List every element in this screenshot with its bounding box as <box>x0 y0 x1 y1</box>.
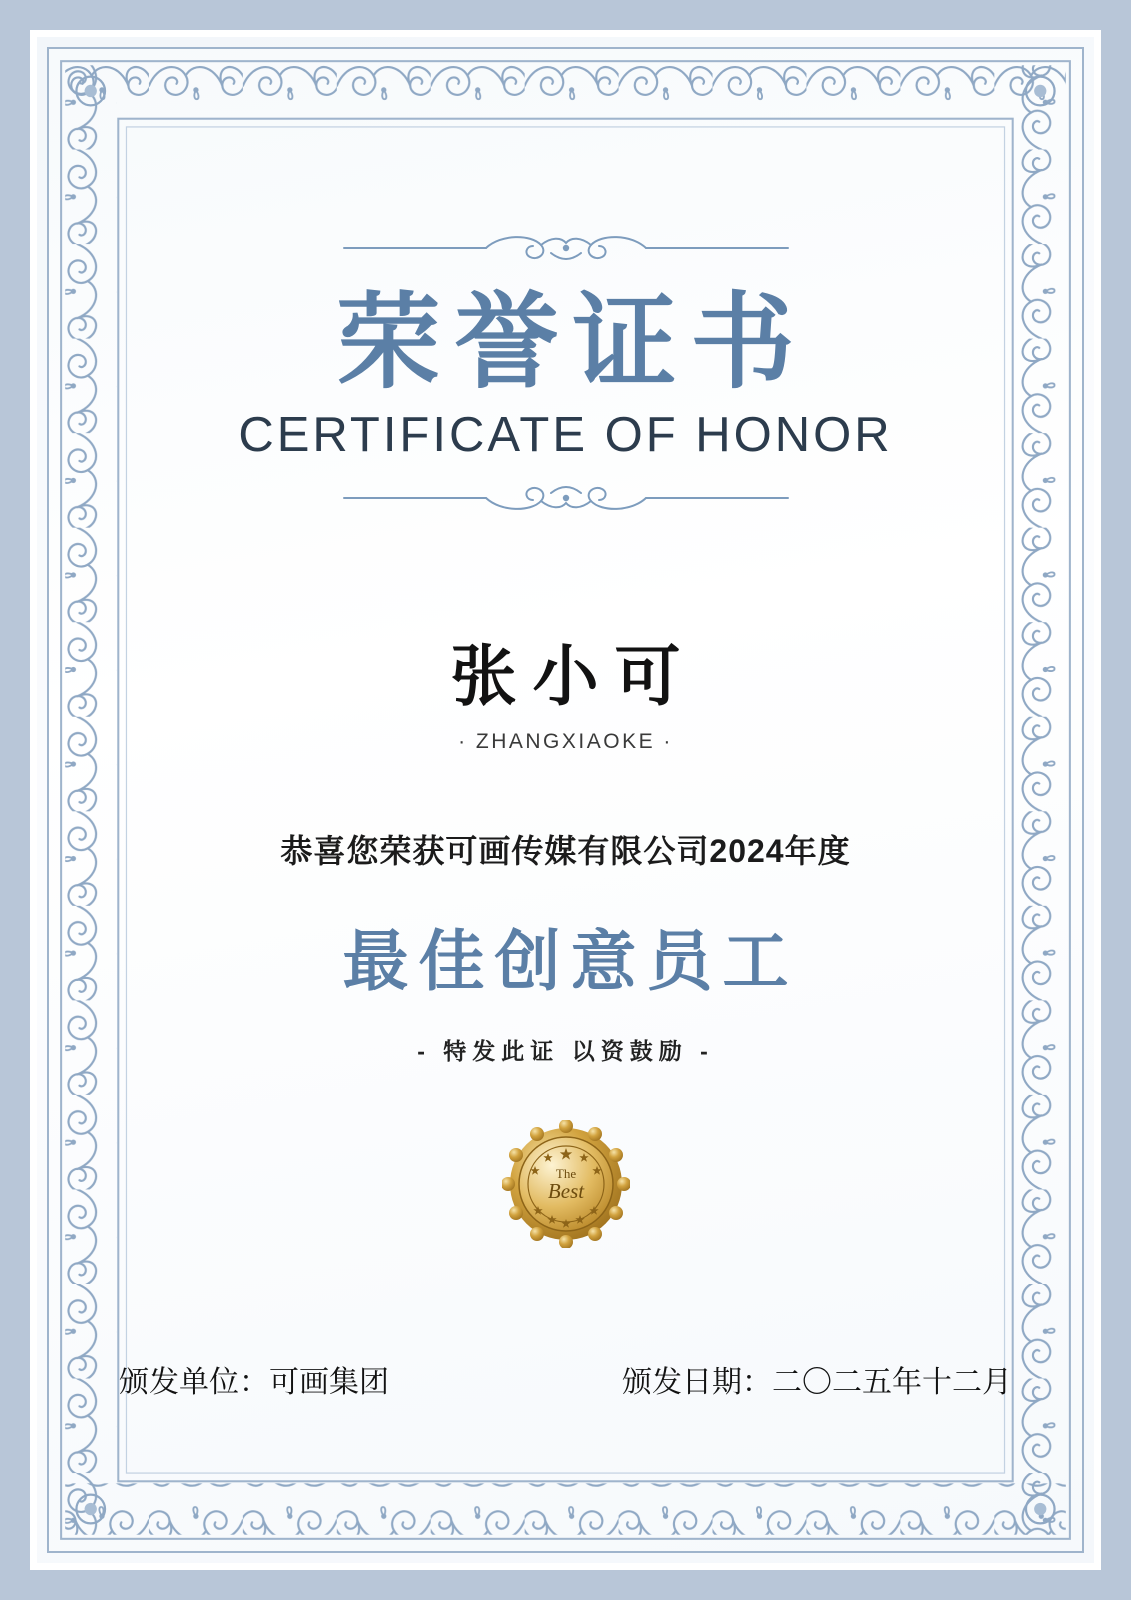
citation-body-text: 恭喜您荣获可画传媒有限公司2024年度 <box>280 833 851 870</box>
certificate-outer-frame <box>30 30 1101 1570</box>
issuer-block <box>119 1357 389 1401</box>
certificate-title-english: CERTIFICATE OF HONOR <box>238 408 893 463</box>
issuer-label: 颁发单位： <box>119 1366 269 1399</box>
bottom-flourish-divider-icon <box>336 481 796 515</box>
issue-date-label: 颁发日期： <box>622 1366 772 1399</box>
certificate-footer <box>119 1357 1012 1401</box>
certificate-title-chinese: 荣誉证书 <box>336 286 809 401</box>
gold-seal-badge-icon <box>502 1120 630 1248</box>
issue-date-block <box>622 1357 1012 1401</box>
top-flourish-divider-icon <box>336 231 796 265</box>
award-title: 最佳创意员工 <box>342 926 799 1000</box>
recipient-name: 张小可 <box>450 639 697 714</box>
seal-main-text: Best <box>547 1179 584 1204</box>
issue-date-value: 二〇二五年十二月 <box>772 1366 1012 1399</box>
issuer-value: 可画集团 <box>269 1366 389 1399</box>
recipient-name-pinyin: · ZHANGXIAOKE · <box>458 730 673 754</box>
certificate-inner-frame <box>47 47 1084 1553</box>
certificate-content <box>119 107 1012 1493</box>
seal-top-text: The <box>555 1166 576 1182</box>
award-note: - 特发此证 以资鼓励 - <box>417 1038 714 1065</box>
